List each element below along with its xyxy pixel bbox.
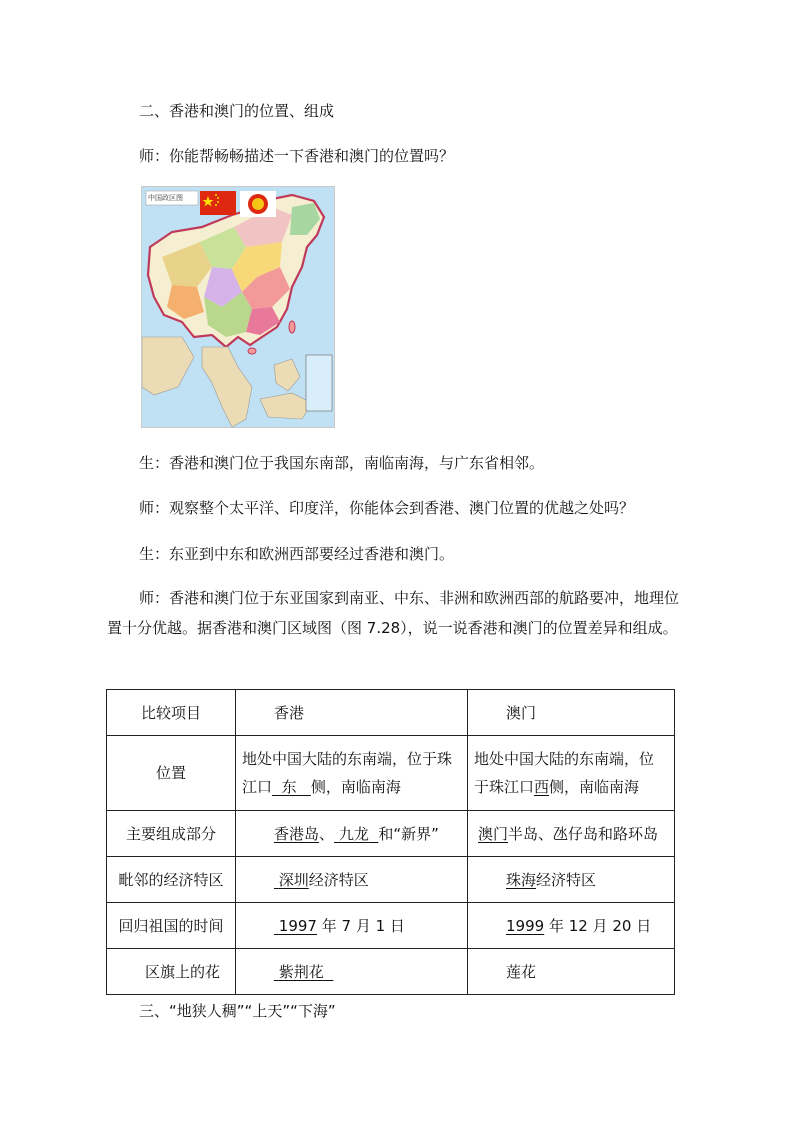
table-header-hongkong: 香港	[236, 690, 468, 736]
macau-location-cell: 地处中国大陆的东南端，位于珠江口西侧，南临南海	[468, 736, 675, 811]
hongkong-return-cell: 1997 年 7 月 1 日	[236, 903, 468, 949]
map-title: 中国政区图	[148, 194, 183, 202]
teacher-paragraph-3: 师：香港和澳门位于东亚国家到南亚、中东、非洲和欧洲西部的航路要冲，地理位置十分优越。据香港和澳门区域图（图 7.28），说一说香港和澳门的位置差异和组成。	[107, 589, 680, 637]
hongkong-location-cell: 地处中国大陆的东南端，位于珠江口 东 侧，南临南海	[236, 736, 468, 811]
table-header-macau: 澳门	[468, 690, 675, 736]
macau-sez-cell: 珠海经济特区	[468, 857, 675, 903]
teacher-question-1: 师：你能帮畅畅描述一下香港和澳门的位置吗？	[139, 147, 455, 165]
macau-return-cell: 1999 年 12 月 20 日	[468, 903, 675, 949]
hongkong-side-blank: 东	[281, 778, 297, 796]
row-label-location: 位置	[107, 736, 236, 811]
table-row	[107, 857, 675, 903]
china-map-image	[141, 186, 335, 428]
student-answer-1: 生：香港和澳门位于我国东南部，南临南海，与广东省相邻。	[139, 454, 545, 472]
table-row	[107, 811, 675, 857]
section-heading-3: 三、“地狭人稠”“上天”“下海”	[139, 1002, 336, 1020]
student-answer-2: 生：东亚到中东和欧洲西部要经过香港和澳门。	[139, 545, 455, 563]
table-row	[107, 736, 675, 811]
table-row	[107, 949, 675, 995]
row-label-flower: 区旗上的花	[107, 949, 236, 995]
section-heading-2: 二、香港和澳门的位置、组成	[139, 102, 335, 120]
row-label-return: 回归祖国的时间	[107, 903, 236, 949]
hongkong-flower-cell: 紫荆花	[236, 949, 468, 995]
table-row	[107, 903, 675, 949]
hongkong-sez-cell: 深圳经济特区	[236, 857, 468, 903]
table-row	[107, 690, 675, 736]
macau-side-blank: 西	[534, 778, 550, 796]
macau-flower-cell: 莲花	[468, 949, 675, 995]
row-label-parts: 主要组成部分	[107, 811, 236, 857]
macau-parts-cell: 澳门半岛、氹仔岛和路环岛	[468, 811, 675, 857]
comparison-table	[106, 689, 675, 995]
teacher-question-2: 师：观察整个太平洋、印度洋，你能体会到香港、澳门位置的优越之处吗？	[139, 499, 635, 517]
row-label-sez: 毗邻的经济特区	[107, 857, 236, 903]
hongkong-parts-cell: 香港岛、 九龙 和“新界”	[236, 811, 468, 857]
table-header-item: 比较项目	[107, 690, 236, 736]
